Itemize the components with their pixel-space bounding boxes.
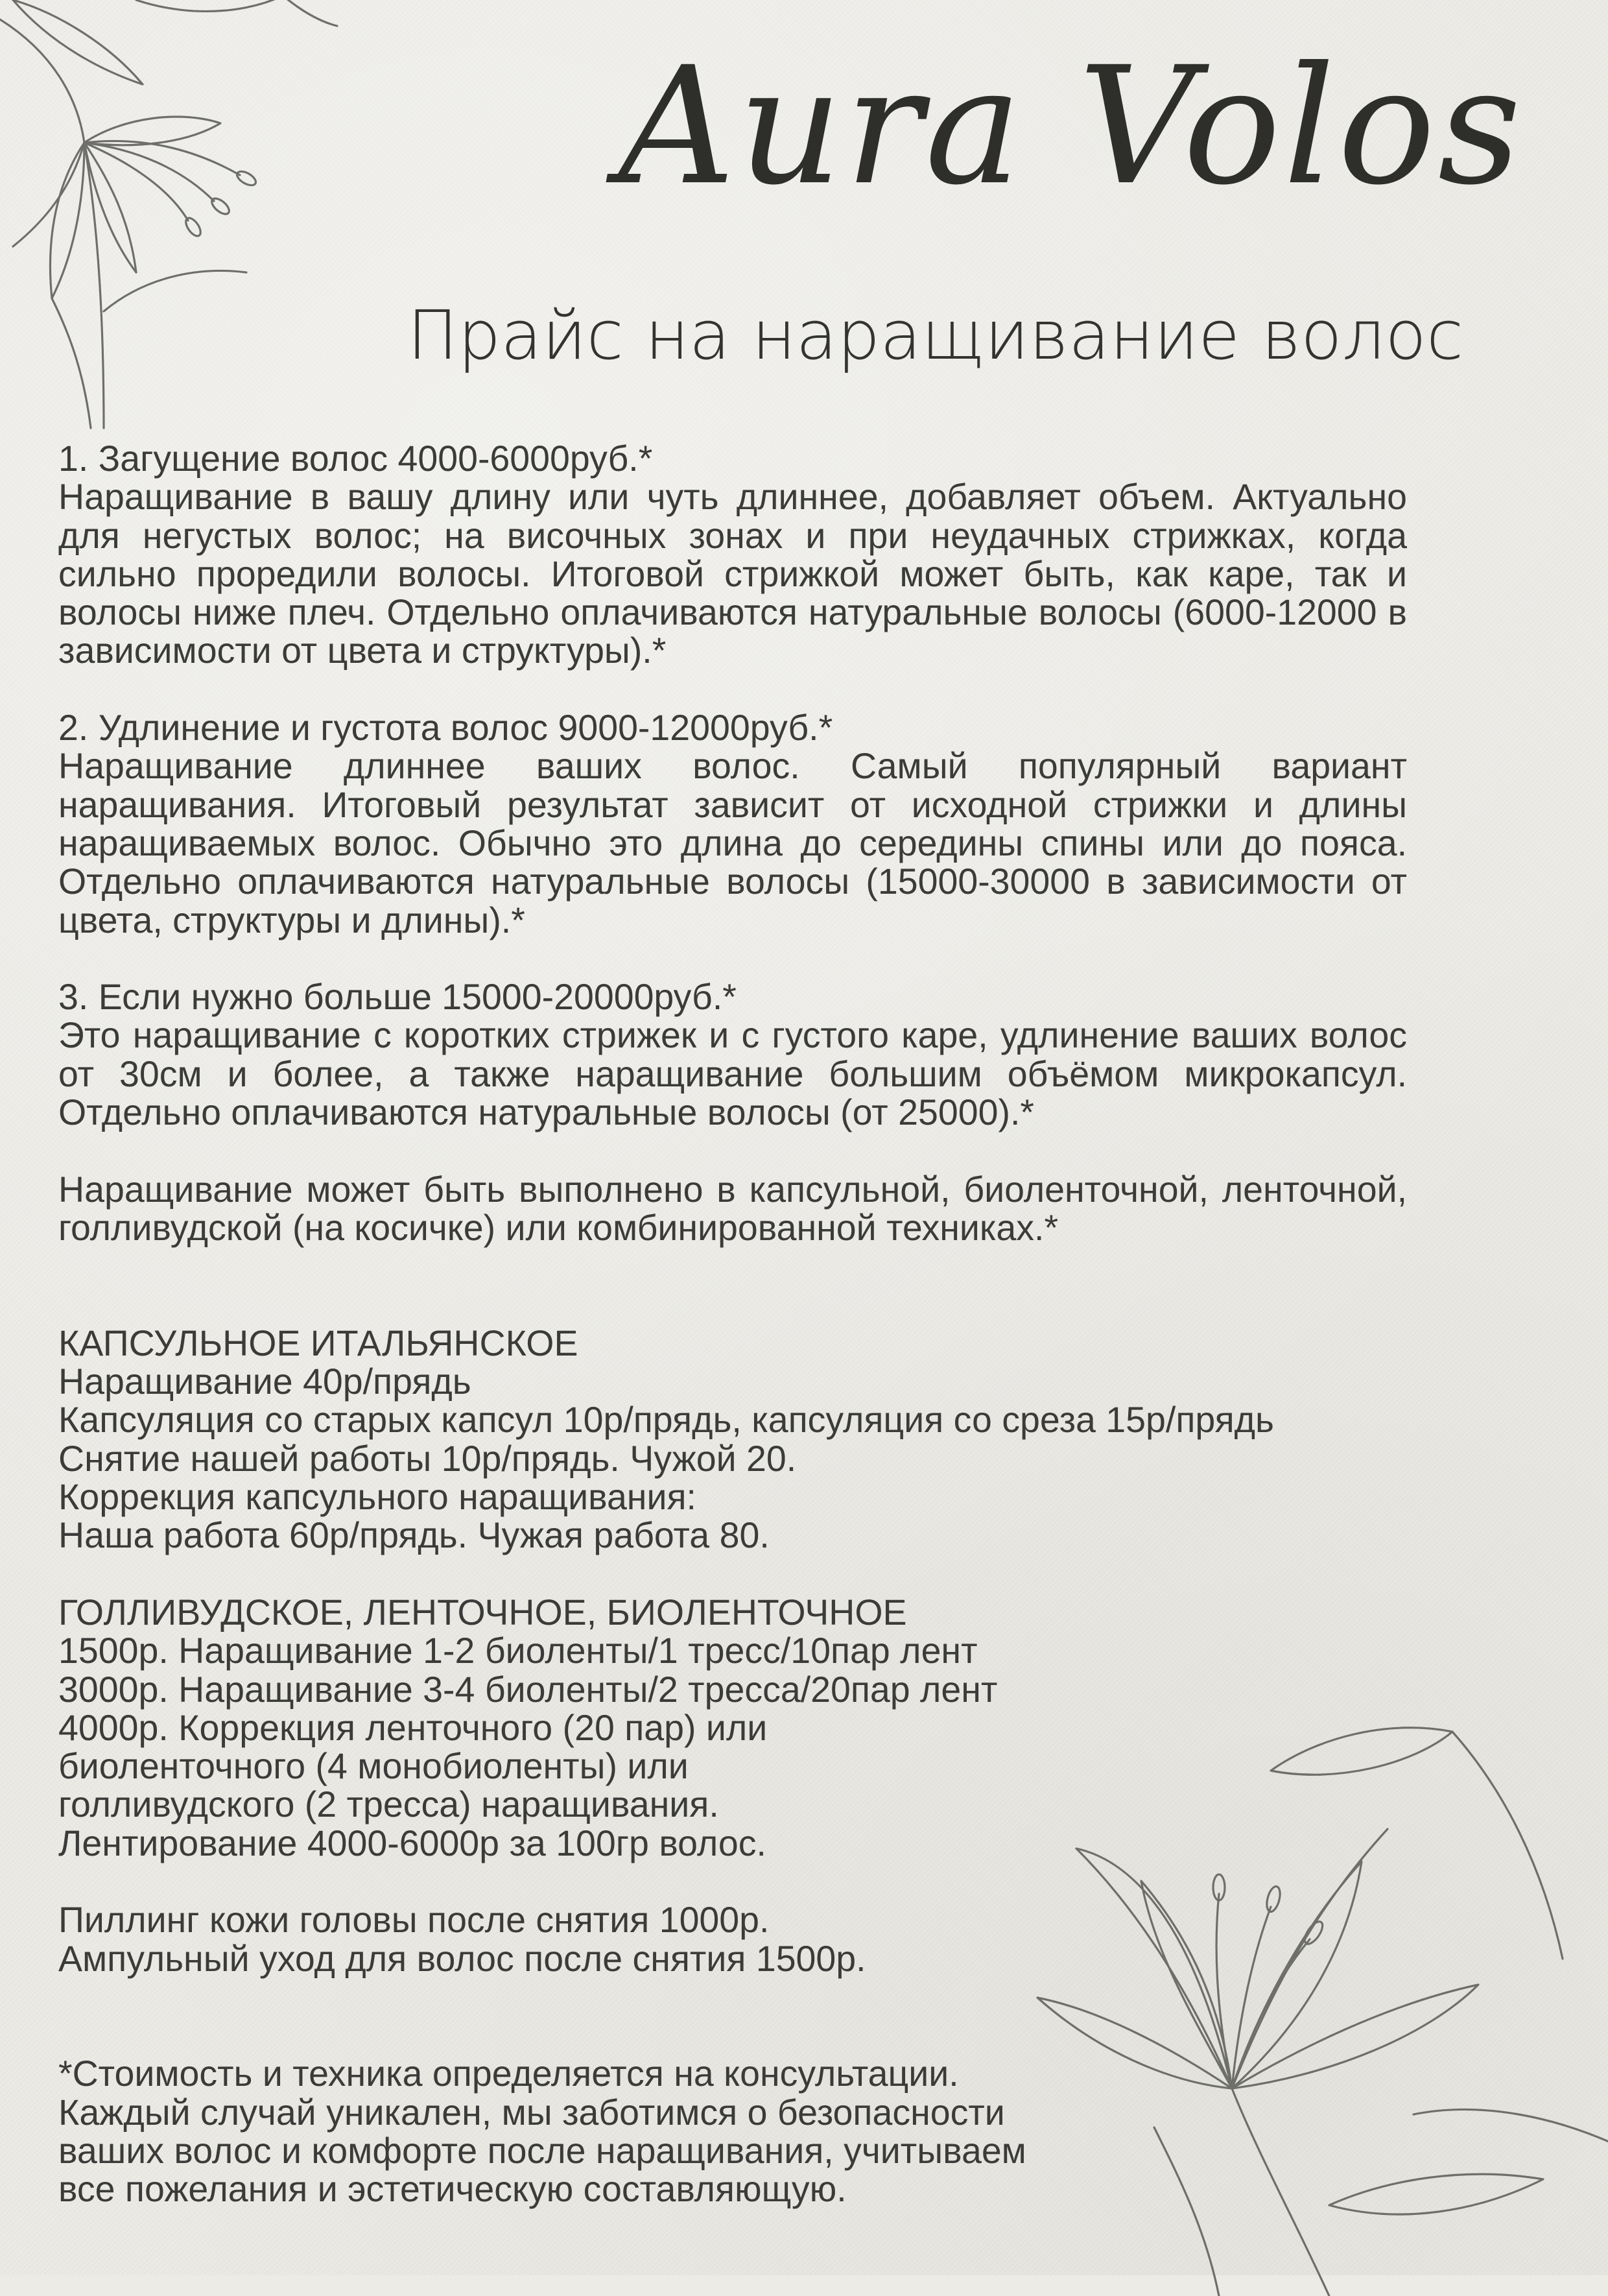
- service-heading: 3. Если нужно больше 15000-20000руб.*: [58, 977, 737, 1018]
- service-description: Это наращивание с коротких стрижек и с густого каре, удлинение ваших волос от 30см и более, а также наращивание большим объёмом микрокапсул. Отдельно оплачиваются натуральные волосы (от 25000).*: [58, 1015, 1407, 1133]
- lily-flower-illustration-top: [0, 0, 415, 454]
- page-title: Прайс на наращивание волос: [407, 296, 1464, 375]
- footnote: [58, 2055, 1407, 2208]
- service-block: [58, 978, 1407, 1132]
- capsule-section: [58, 1324, 1407, 1555]
- service-block: [58, 440, 1407, 671]
- tape-section: [58, 1594, 1407, 1863]
- service-heading: 2. Удлинение и густота волос 9000-12000руб.*: [58, 708, 833, 748]
- price-line: голливудского (2 тресса) наращивания.: [58, 1784, 719, 1825]
- price-line: Наращивание 40р/прядь: [58, 1361, 471, 1402]
- price-line: Пиллинг кожи головы после снятия 1000р.: [58, 1900, 770, 1941]
- service-block: [58, 709, 1407, 940]
- price-line: 1500р. Наращивание 1-2 биоленты/1 тресс/10пар лент: [58, 1631, 978, 1671]
- footnote-line: все пожелания и эстетическую составляющую.: [58, 2169, 847, 2210]
- footnote-line: *Стоимость и техника определяется на консультации.: [58, 2053, 959, 2094]
- price-line: 4000р. Коррекция ленточного (20 пар) или: [58, 1707, 768, 1748]
- section-heading: КАПСУЛЬНОЕ ИТАЛЬЯНСКОЕ: [58, 1322, 578, 1363]
- footnote-line: Каждый случай уникален, мы заботимся о безопасности: [58, 2092, 1005, 2133]
- price-list: [58, 440, 1407, 2209]
- price-line: Наша работа 60р/прядь. Чужая работа 80.: [58, 1515, 770, 1556]
- price-line: Лентирование 4000-6000р за 100гр волос.: [58, 1823, 766, 1863]
- service-description: Наращивание в вашу длину или чуть длиннее, добавляет объем. Актуально для негустых волос; на височных зонах и при неудачных стрижках, когда сильно проредили волосы. Итоговой стрижкой может быть, как каре, так и волосы ниже плеч. Отдельно оплачиваются натуральные волосы (6000-12000 в зависимости от цвета и структуры).*: [58, 477, 1407, 671]
- price-line: Капсуляция со старых капсул 10р/прядь, капсуляция со среза 15р/прядь: [58, 1400, 1274, 1441]
- brand-logo: Aura Volos: [618, 32, 1524, 221]
- service-heading: 1. Загущение волос 4000-6000руб.*: [58, 438, 653, 479]
- price-line: 3000р. Наращивание 3-4 биоленты/2 тресса/20пар лент: [58, 1669, 998, 1710]
- price-line: Снятие нашей работы 10р/прядь. Чужой 20.: [58, 1438, 797, 1479]
- price-line: Коррекция капсульного наращивания:: [58, 1477, 696, 1518]
- section-heading: ГОЛЛИВУДСКОЕ, ЛЕНТОЧНОЕ, БИОЛЕНТОЧНОЕ: [58, 1592, 907, 1632]
- techniques-note: Наращивание может быть выполнено в капсульной, биоленточной, ленточной, голливудской (на косичке) или комбинированной техниках.*: [58, 1169, 1407, 1248]
- footnote-line: ваших волос и комфорте после наращивания, учитываем: [58, 2131, 1026, 2171]
- service-description: Наращивание длиннее ваших волос. Самый популярный вариант наращивания. Итоговый результат зависит от исходной стрижки и длины наращиваемых волос. Обычно это длина до середины спины или до пояса. Отдельно оплачиваются натуральные волосы (15000-30000 в зависимости от цвета, структуры и длины).*: [58, 746, 1407, 940]
- price-line: Ампульный уход для волос после снятия 1500р.: [58, 1938, 866, 1979]
- extras-section: [58, 1901, 1407, 1978]
- price-line: биоленточного (4 монобиоленты) или: [58, 1746, 689, 1787]
